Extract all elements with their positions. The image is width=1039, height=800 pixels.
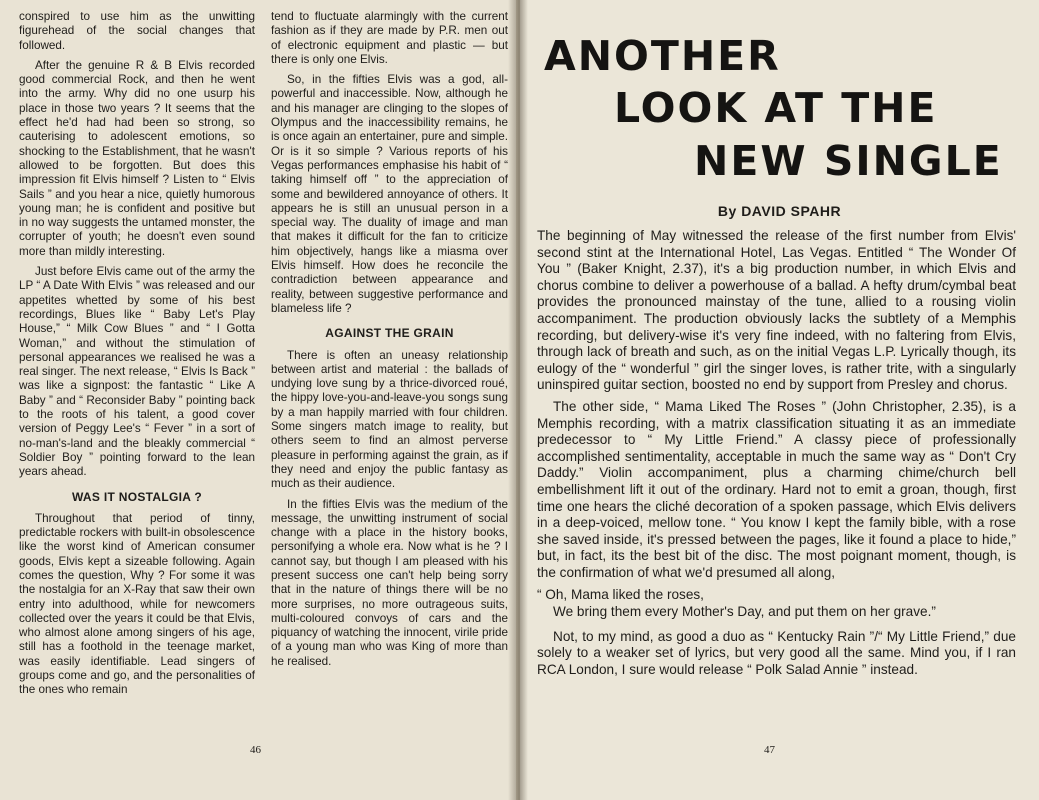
quoted-verse-line: We bring them every Mother's Day, and put them on her grave.” [553, 604, 936, 620]
left-column-1 [19, 10, 255, 704]
section-subheading: AGAINST THE GRAIN [325, 326, 454, 341]
paragraph: Not, to my mind, as good a duo as “ Kentucky Rain ”/“ My Little Friend,” due solely to a weaker set of lyrics, but very good all the same. Mind you, if I ran RCA London, I sure would release “ Polk Salad Annie ” instead. [537, 628, 1016, 677]
paragraph: After the genuine R & B Elvis recorded good commercial Rock, and then he went into the army. Why did no one usurp his place in those two years ? It seems that the effect he'd had had been so strong, so cauterising to adolescent emotions, so shocking to the Establishment, that he wasn't allowed to be forgotten. But does this impression fit Elvis himself ? Listen to “ Elvis Sails ” and you hear a nice, quietly humorous young man; he is confident and positive but in no way suggests the untamed monster, the corrupter of youth; he doesn't even sound more than mildly interesting. [19, 58, 255, 258]
left-page [0, 0, 516, 800]
paragraph: The beginning of May witnessed the release of the first number from Elvis' second stint at the International Hotel, Las Vegas. Entitled “ The Wonder Of You ” (Baker Knight, 2.37), it's a big production number, in which Elvis and chorus combine to deliver a powerhouse of a ballad. A hefty drum/cymbal beat provides the pronounced mainstay of the tune, allied to a rousing violin accompaniment. The production obviously lacks the subtlety of a Memphis recording, but delivery-wise it's very fine indeed, with no faltering from Elvis, through lack of breath and such, as on the initial Vegas L.P. Lyrically though, its eulogy of the “ wonderful ” girl the singer loves, is rather trite, with a singularly uninspired guitar section, boosted no end by support from Presley and chorus. [537, 228, 1016, 393]
right-page [520, 0, 1039, 800]
headline-line-1: ANOTHER [544, 32, 781, 80]
paragraph: In the fifties Elvis was the medium of the message, the unwitting instrument of social change with a place in the history books, personifying a whole era. Now what is he ? I cannot say, but though I am pleased with his present success one can't help being sorry that in the nature of things there will be no more surprises, no more outrageous suits, multi-coloured convoys of cars and the piquancy of watching the innocent, virile pride of a young man who was King of more than he realised. [271, 497, 508, 668]
quoted-verse-line: “ Oh, Mama liked the roses, [537, 587, 704, 603]
paragraph: So, in the fifties Elvis was a god, all-powerful and inaccessible. Now, although he and his manager are clinging to the slopes of Olympus and the inaccessibility remains, he is once again an entertainer, pure and simple. Or is it so simple ? Various reports of his Vegas performances emphasise his habit of “ taking himself off ” to the appreciation of some and bewildered annoyance of others. It appears he is still an unusual person in a special way. The duality of image and man that makes it difficult for the fan to criticize him objectively, hangs like a miasma over Elvis himself. How does he reconcile the contradiction between appearance and reality, between suggestive performance and blameless life ? [271, 73, 508, 315]
byline: By DAVID SPAHR [717, 203, 842, 219]
paragraph: Just before Elvis came out of the army the LP “ A Date With Elvis ” was released and our appetites whetted by some of his best recordings, Blues like “ Baby Let's Play House,” “ Milk Cow Blues ” and “ I Gotta Woman,” and without the stimulation of personal appearances we realised he was a real singer. The next release, “ Elvis Is Back ” was like a signpost: the fantastic “ Like A Baby ” and “ Reconsider Baby ” pointing back to the roots of his talent, a good cover version of Peggy Lee's “ Fever ” in a sort of no-man's-land and the bleakly commercial “ Soldier Boy ” pointing forward to the lean years ahead. [19, 265, 255, 479]
paragraph: tend to fluctuate alarmingly with the current fashion as if they are made by P.R. men out of electronic equipment and plastic — but there is only one Elvis. [271, 10, 508, 66]
paragraph: There is often an uneasy relationship between artist and material : the ballads of undying love sung by a thrice-divorced roué, the hippy love-you-and-leave-you songs sung by a man happily married with four children. Some singers match image to reality, but others seem to find an almost perverse pleasure in performing against the grain, as if they need and enjoy the public fantasy as much as their audience. [271, 348, 508, 491]
left-column-2 [271, 10, 508, 675]
article-body [537, 228, 1016, 683]
paragraph: The other side, “ Mama Liked The Roses ” (John Christopher, 2.35), is a Memphis recording, with a matrix classification situating it as an immediate predecessor to “ My Little Friend.” A classy piece of professionally accomplished sentimentality, acceptable in much the same way as “ Don't Cry Daddy.” Violin accompaniment, plus a charming chime/church bell embellishment lift it out of the ordinary. Hard not to emit a groan, though, first time one hears the cliché decoration of a spoken passage, which Elvis delivers in a deep-voiced, mellow tone. “ You know I kept the family bible, with a rose she saved inside, it's pressed between the pages, like it found a place to hide,” but, in fact, its the best bit of the disc. The most poignant moment, though, is the confirmation of what we'd presumed all along, [537, 398, 1016, 580]
paragraph: conspired to use him as the unwitting figurehead of the social changes that followed. [19, 10, 255, 52]
headline-line-3: NEW SINGLE [694, 137, 1003, 185]
page-number: 46 [250, 744, 261, 756]
page-number: 47 [764, 744, 775, 756]
headline-line-2: LOOK AT THE [614, 84, 938, 132]
section-subheading: WAS IT NOSTALGIA ? [71, 489, 203, 504]
page-gutter [508, 0, 528, 800]
article-headline [520, 26, 1039, 196]
paragraph: Throughout that period of tinny, predictable rockers with built-in obsolescence like the worst kind of American consumer goods, Elvis kept a sizeable following. Again comes the question, Why ? For some it was the nostalgia for an X-Ray that saw their own entry into adulthood, while for newcomers collected over the years it could be that Elvis, who almost alone among singers of his age, still has a foothold in the teenage market, was easily identifiable. Lead singers of groups come and go, and the personalities of the ones who remain [19, 511, 255, 697]
